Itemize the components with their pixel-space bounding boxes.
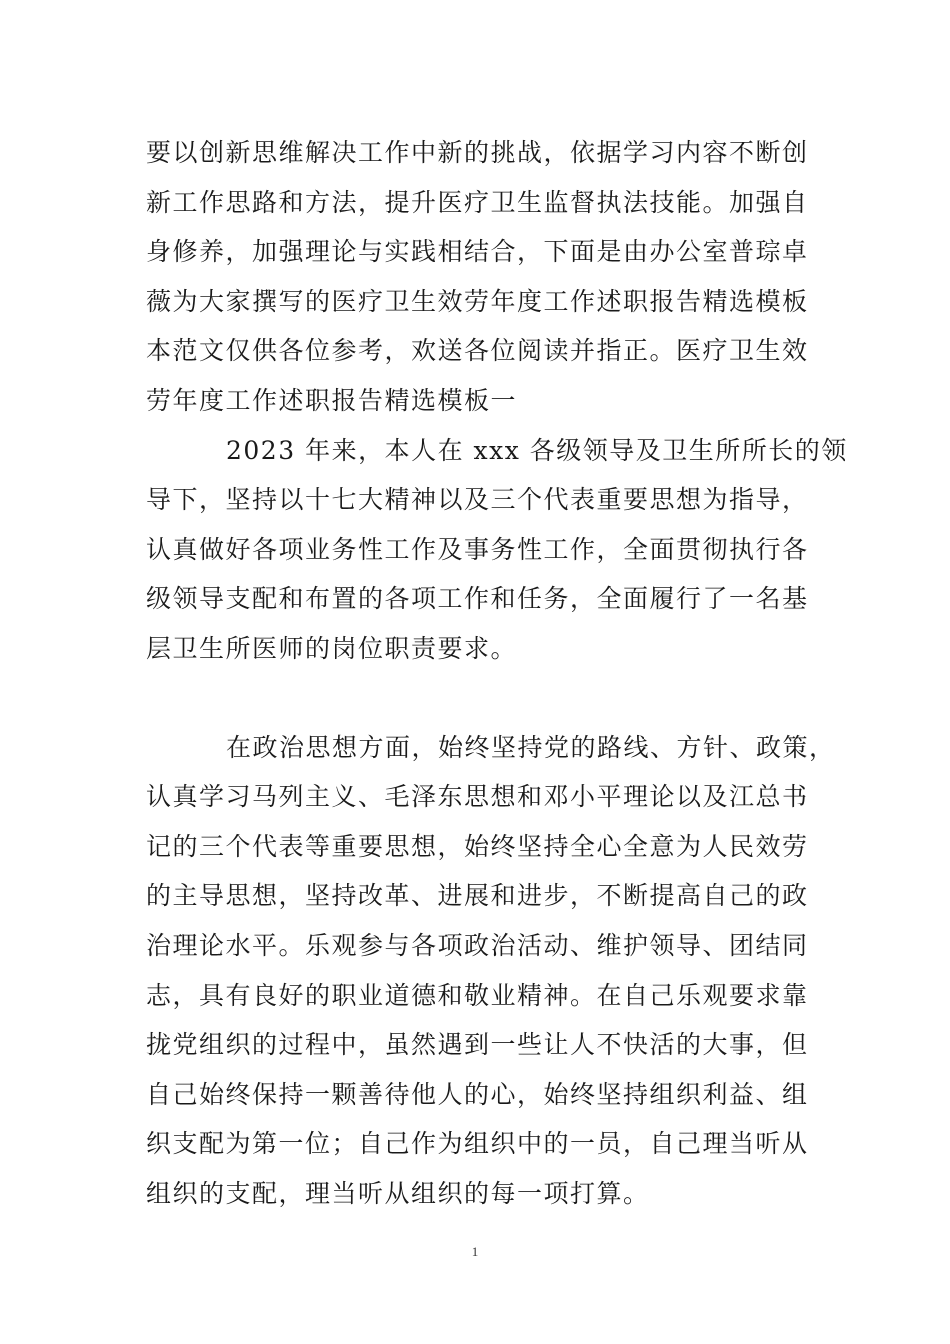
text-line: 薇为大家撰写的医疗卫生效劳年度工作述职报告精选模板 (146, 286, 809, 316)
page-number: 1 (471, 1244, 479, 1259)
paragraph-political-thought (146, 723, 836, 1219)
document-body (146, 128, 848, 1218)
text-line: 认真做好各项业务性工作及事务性工作，全面贯彻执行各 (146, 534, 809, 564)
paragraph-intro (146, 128, 826, 426)
text-line: 志，具有良好的职业道德和敬业精神。在自己乐观要求靠 (146, 980, 809, 1010)
text-line: 自己始终保持一颗善待他人的心，始终坚持组织利益、组 (146, 1079, 809, 1109)
text-line: 织支配为第一位；自己作为组织中的一员，自己理当听从 (146, 1129, 809, 1159)
text-line: 在政治思想方面，始终坚持党的路线、方针、政策， (226, 732, 836, 762)
text-line: 2023 年来，本人在 xxx 各级领导及卫生所所长的领 (226, 435, 848, 465)
text-line: 身修养，加强理论与实践相结合，下面是由办公室普琮卓 (146, 237, 809, 267)
text-line: 记的三个代表等重要思想，始终坚持全心全意为人民效劳 (146, 831, 809, 861)
text-line: 层卫生所医师的岗位职责要求。 (146, 633, 518, 663)
text-line: 本范文仅供各位参考，欢送各位阅读并指正。医疗卫生效 (146, 336, 809, 366)
text-line: 要以创新思维解决工作中新的挑战，依据学习内容不断创 (146, 138, 809, 167)
text-line: 劳年度工作述职报告精选模板一 (146, 385, 518, 415)
paragraph-gap (146, 674, 826, 723)
paragraph-summary (146, 426, 848, 674)
text-line: 认真学习马列主义、毛泽东思想和邓小平理论以及江总书 (146, 782, 809, 812)
text-line: 治理论水平。乐观参与各项政治活动、维护领导、团结同 (146, 930, 809, 960)
text-line: 拢党组织的过程中，虽然遇到一些让人不快活的大事，但 (146, 1030, 809, 1060)
text-line: 导下，坚持以十七大精神以及三个代表重要思想为指导， (146, 485, 809, 515)
text-line: 级领导支配和布置的各项工作和任务，全面履行了一名基 (146, 584, 809, 614)
text-line: 新工作思路和方法，提升医疗卫生监督执法技能。加强自 (146, 187, 809, 217)
text-line: 组织的支配，理当听从组织的每一项打算。 (146, 1178, 650, 1208)
text-line: 的主导思想，坚持改革、进展和进步，不断提高自己的政 (146, 881, 809, 911)
